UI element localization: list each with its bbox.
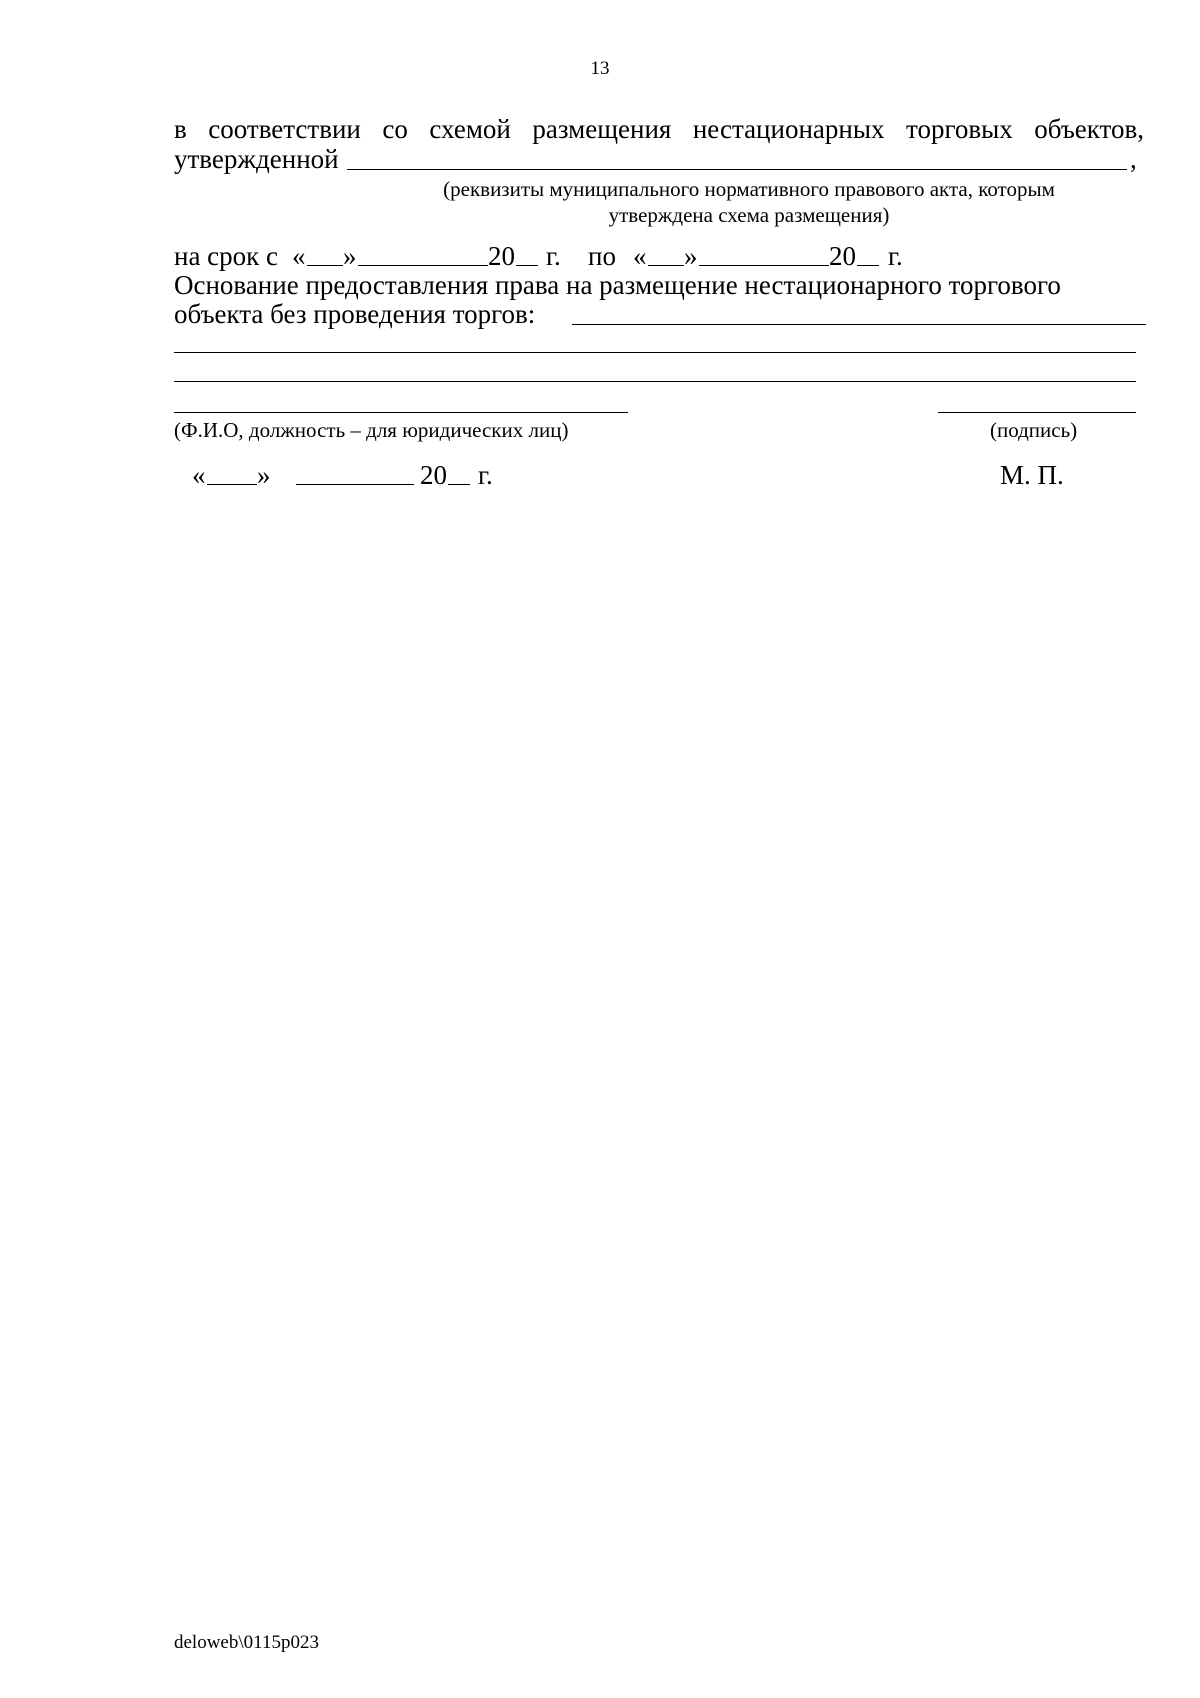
term-to-open-quote: « xyxy=(633,241,647,271)
approved-act-caption-line1: (реквизиты муниципального нормативного правового акта, которым xyxy=(443,177,1055,201)
date-row xyxy=(192,460,592,492)
term-from-year-suffix: г. xyxy=(546,241,561,271)
basis-label: объекта без проведения торгов: xyxy=(174,299,536,329)
term-to-year-prefix: 20 xyxy=(829,241,856,271)
term-from-year-blank[interactable] xyxy=(516,241,538,266)
approved-act-blank[interactable] xyxy=(347,144,1127,170)
date-year-prefix: 20 xyxy=(420,460,447,490)
basis-extra-line-2[interactable] xyxy=(174,381,1136,382)
term-from-close-quote: » xyxy=(343,241,357,271)
basis-line1: Основание предоставления права на размещение нестационарного торгового xyxy=(174,270,1061,300)
date-close-quote: » xyxy=(257,460,271,490)
date-day-blank[interactable] xyxy=(207,460,257,485)
date-open-quote: « xyxy=(192,460,206,490)
basis-blank[interactable] xyxy=(572,299,1146,325)
term-prefix: на срок с xyxy=(174,241,279,271)
page-number: 13 xyxy=(590,58,610,79)
term-to-month-blank[interactable] xyxy=(699,241,829,266)
term-to-close-quote: » xyxy=(684,241,698,271)
approved-act-caption xyxy=(174,176,1144,228)
term-from-open-quote: « xyxy=(292,241,306,271)
footer-code: deloweb\0115p023 xyxy=(174,1632,319,1653)
term-from-month-blank[interactable] xyxy=(358,241,488,266)
approved-comma: , xyxy=(1130,144,1137,174)
approved-act-caption-line2: утверждена схема размещения) xyxy=(608,203,890,227)
approved-label: утвержденной xyxy=(174,144,339,174)
fio-signature-line[interactable] xyxy=(174,412,628,413)
basis-row xyxy=(174,299,1154,331)
basis-extra-line-1[interactable] xyxy=(174,352,1136,353)
approved-by-row xyxy=(174,144,1144,176)
date-year-blank[interactable] xyxy=(448,460,470,485)
term-from-year-prefix: 20 xyxy=(488,241,515,271)
intro-line: в соответствии со схемой размещения нестационарных торговых объектов, xyxy=(174,114,1144,144)
stamp-place: М. П. xyxy=(1000,460,1064,490)
term-row xyxy=(174,241,1154,273)
fio-caption: (Ф.И.О, должность – для юридических лиц) xyxy=(174,418,569,442)
date-month-blank[interactable] xyxy=(296,460,414,485)
date-year-suffix: г. xyxy=(478,460,493,490)
signature-caption: (подпись) xyxy=(990,418,1078,442)
signature-line[interactable] xyxy=(938,412,1136,413)
term-from-day-blank[interactable] xyxy=(307,241,343,266)
term-to-word: по xyxy=(588,241,616,271)
term-to-year-suffix: г. xyxy=(888,241,903,271)
term-to-year-blank[interactable] xyxy=(857,241,879,266)
term-to-day-blank[interactable] xyxy=(648,241,684,266)
